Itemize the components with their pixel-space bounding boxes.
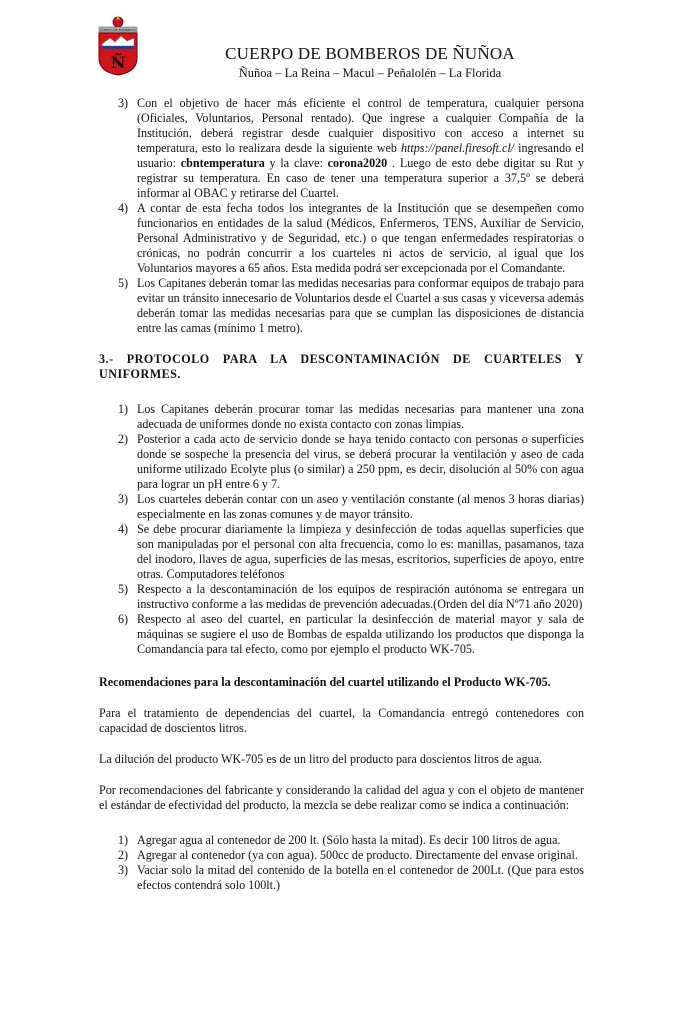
list-item	[99, 863, 584, 893]
web-url: https://panel.firesoft.cl/	[400, 141, 515, 155]
section-title: 3.- PROTOCOLO PARA LA DESCONTAMINACIÓN DE CUARTELES Y UNIFORMES.	[99, 352, 584, 381]
item-text: Los cuarteles deberán contar con un aseo y ventilación constante (al menos 3 horas diarias) especialmente en las zonas comunes y de mayor tránsito.	[137, 492, 584, 521]
list-item-number: 3)	[118, 863, 129, 877]
list-item-number: 2)	[118, 432, 129, 446]
list-mixing-steps	[99, 833, 584, 893]
item-text: A contar de esta fecha todos los integrantes de la Institución que se desempeñen como funcionarios en entidades de la salud (Médicos, Enfermeros, TENS, Auxiliar de Servicio, Personal Administrativo y de Seguridad, etc.) o que tengan enfermedades respiratorias o crónicas, no podrán concurrir a los cuarteles ni actos de servicio, al igual que los Voluntarios mayores a 65 años. Esta medida podrá ser excepcionada por el Comandante.	[137, 201, 584, 275]
list-item	[99, 201, 584, 276]
list-item-number: 6)	[118, 612, 129, 626]
item-text: Agregar agua al contenedor de 200 lt. (Sólo hasta la mitad). Es decir 100 litros de agua.	[137, 833, 561, 847]
list-item	[99, 612, 584, 657]
list-measures-continued	[99, 96, 584, 336]
item-text: y la clave:	[264, 156, 328, 170]
item-text: Los Capitanes deberán tomar las medidas necesarias para conformar equipos de trabajo para evitar un tránsito innecesario de Voluntarios desde el Cuartel a sus casas y viceversa además deberán tomar las medidas necesarias para que se cumplan las disposiciones de distancia entre las camas (mínimo 1 metro).	[137, 276, 584, 335]
list-item-number: 5)	[118, 276, 129, 290]
paragraph: La dilución del producto WK-705 es de un litro del producto para doscientos litros de agua.	[99, 752, 543, 766]
logo-letter: Ñ	[110, 53, 126, 72]
list-item	[99, 522, 584, 582]
list-item	[99, 276, 584, 336]
document-body	[99, 96, 584, 893]
list-item-number: 1)	[118, 402, 129, 416]
list-item	[99, 582, 584, 612]
list-item-number: 4)	[118, 201, 129, 215]
item-text: Posterior a cada acto de servicio donde se haya tenido contacto con personas o superficies donde se sospeche la presencia del virus, se deberá procurar la ventilación y aseo de cada uniforme utilizado Ecolyte plus (o similar) a 250 ppm, es decir, disolución al 50% con agua para lograr un pH entre 6 y 7.	[137, 432, 584, 491]
item-text: Los Capitanes deberán procurar tomar las medidas necesarias para mantener una zona adecuada de uniformes donde no exista contacto con zonas limpias.	[137, 402, 584, 431]
paragraph: Para el tratamiento de dependencias del cuartel, la Comandancia entregó contenedores con capacidad de doscientos litros.	[99, 706, 584, 735]
recommendations-title: Recomendaciones para la descontaminación del cuartel utilizando el Producto WK-705.	[99, 675, 551, 689]
item-text: Vaciar solo la mitad del contenido de la botella en el contenedor de 200Lt. (Que para estos efectos contendrá solo 100lt.)	[137, 863, 584, 892]
list-decontamination	[99, 402, 584, 657]
organization-communes: Ñuñoa – La Reina – Macul – Peñalolén – La Florida	[238, 66, 502, 80]
password: corona2020	[327, 156, 388, 170]
list-item	[99, 492, 584, 522]
list-item-number: 4)	[118, 522, 129, 536]
item-text: Respecto a la descontaminación de los equipos de respiración autónoma se entregara un instructivo conforme a las medidas de prevención adecuadas.(Orden del día Nº71 año 2020)	[137, 582, 584, 611]
item-text: Se debe procurar diariamente la limpieza y desinfección de todas aquellas superficies que son manipuladas por el personal con alta frecuencia, como lo es: manillas, pasamanos, taza del inodoro, llaves de agua, superficies de las mesas, escritorios, superficies de apoyo, entre otras. Computadores teléfonos	[137, 522, 584, 581]
letterhead	[150, 44, 590, 81]
list-item	[99, 432, 584, 492]
item-text: ingresando el usuario:	[137, 141, 584, 170]
list-item	[99, 402, 584, 432]
item-text: . Luego de esto debe digitar su Rut y registrar su temperatura. En caso de tener una temperatura superior a 37,5º se deberá informar al OBAC y retirarse del Cuartel.	[137, 156, 584, 200]
item-text: Agregar al contenedor (ya con agua). 500cc de producto. Directamente del envase original.	[137, 848, 578, 862]
list-item-number: 2)	[118, 848, 129, 862]
logo-text: CUERPO DE BOMBEROS	[100, 28, 136, 32]
list-item	[99, 833, 584, 848]
list-item	[99, 848, 584, 863]
item-text: Con el objetivo de hacer más eficiente el control de temperatura, cualquier persona (Oficiales, Voluntarios, Personal rentado). Que ingrese a cualquier Compañía de la Institución, deberá registrar desde cualquier dispositivo con acceso a internet su temperatura, esto lo realizara desde la siguiente web	[137, 96, 584, 155]
list-item-number: 1)	[118, 833, 129, 847]
item-text: Respecto al aseo del cuartel, en particular la desinfección de material mayor y sala de máquinas se sugiere el uso de Bombas de espalda utilizando los productos que disponga la Comandancia para tal efecto, como por ejemplo el producto WK-705.	[137, 612, 584, 656]
paragraph: Por recomendaciones del fabricante y considerando la calidad del agua y con el objeto de mantener el estándar de efectividad del producto, la mezcla se debe realizar como se indica a continuación:	[99, 783, 584, 812]
list-item-number: 3)	[118, 492, 129, 506]
username: cbntemperatura	[180, 156, 265, 170]
organization-name: CUERPO DE BOMBEROS DE ÑUÑOA	[225, 44, 515, 63]
list-item-number: 5)	[118, 582, 129, 596]
list-item	[99, 96, 584, 201]
institution-logo	[96, 14, 140, 76]
list-item-number: 3)	[118, 96, 129, 110]
